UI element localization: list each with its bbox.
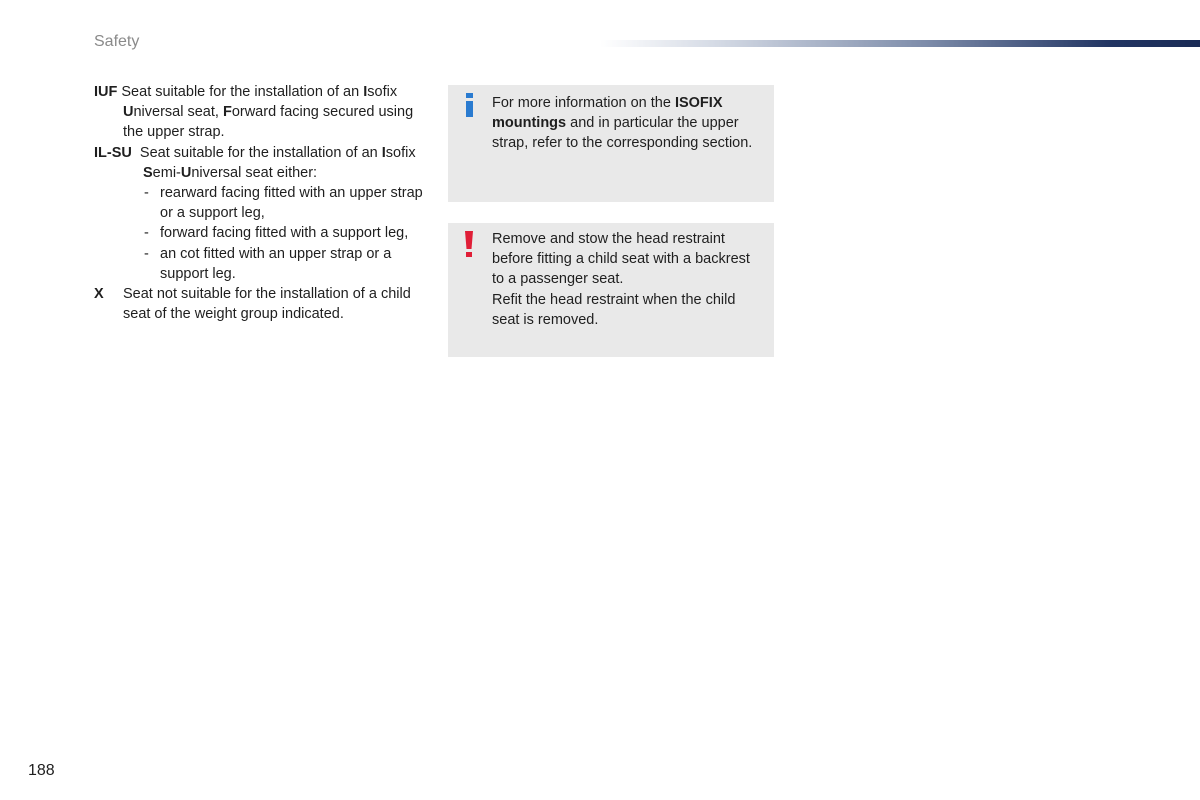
legend-text: sofix bbox=[385, 144, 416, 161]
legend-text: sofix bbox=[367, 84, 398, 100]
legend-highlight: F bbox=[222, 104, 232, 121]
legend-highlight: I bbox=[381, 144, 386, 161]
list-item-text: forward facing fitted with a support leg, bbox=[160, 225, 409, 242]
legend-text: Seat suitable for the installation of an bbox=[117, 84, 364, 100]
list-item bbox=[143, 244, 434, 284]
list-item bbox=[143, 223, 434, 243]
note-text: For more information on the bbox=[492, 95, 675, 111]
note-text: and in particular the upper strap, refer to the corresponding section. bbox=[492, 115, 753, 152]
il-su-option-list bbox=[94, 183, 434, 284]
warning-note-text bbox=[492, 229, 760, 330]
info-icon bbox=[465, 93, 474, 117]
legend-text: niversal seat either: bbox=[191, 164, 318, 181]
warning-note-box bbox=[448, 223, 774, 357]
legend-highlight: U bbox=[123, 104, 134, 121]
legend-entry-x bbox=[94, 284, 434, 324]
info-note-box bbox=[448, 85, 774, 202]
list-item bbox=[143, 183, 434, 223]
list-item-text: rearward facing fitted with an upper strap or a support leg, bbox=[160, 185, 423, 222]
dash-bullet: - bbox=[144, 185, 149, 202]
legend-code: IL-SU bbox=[94, 144, 132, 161]
legend-entry-iuf bbox=[94, 82, 434, 143]
legend-text: Seat suitable for the installation of an bbox=[131, 144, 382, 161]
legend-code: X bbox=[94, 286, 104, 303]
note-text: Remove and stow the head restraint before fitting a child seat with a backrest to a passenger seat. bbox=[492, 231, 750, 288]
note-highlight: ISOFIX mountings bbox=[492, 95, 723, 132]
legend-text: emi- bbox=[152, 164, 181, 181]
warning-icon bbox=[464, 231, 474, 257]
legend-entry-il-su bbox=[94, 143, 434, 183]
page-number: 188 bbox=[28, 762, 55, 779]
legend-highlight: U bbox=[180, 164, 192, 181]
legend-code: IUF bbox=[94, 84, 118, 100]
list-item-text: an cot fitted with an upper strap or a support leg. bbox=[160, 245, 392, 282]
legend-text: orward facing secured using the upper strap. bbox=[123, 104, 414, 141]
legend-text: niversal seat, bbox=[133, 104, 223, 121]
dash-bullet: - bbox=[144, 245, 149, 262]
info-note-text bbox=[492, 93, 760, 154]
dash-bullet: - bbox=[144, 225, 149, 242]
note-text: Refit the head restraint when the child seat is removed. bbox=[492, 291, 736, 328]
legend-highlight: S bbox=[143, 164, 153, 181]
legend-highlight: I bbox=[363, 84, 368, 100]
header-accent-bar bbox=[600, 40, 1200, 47]
legend-text: Seat not suitable for the installation of a child seat of the weight group indicated. bbox=[123, 286, 411, 323]
section-title: Safety bbox=[94, 33, 140, 50]
seat-legend bbox=[94, 82, 434, 324]
